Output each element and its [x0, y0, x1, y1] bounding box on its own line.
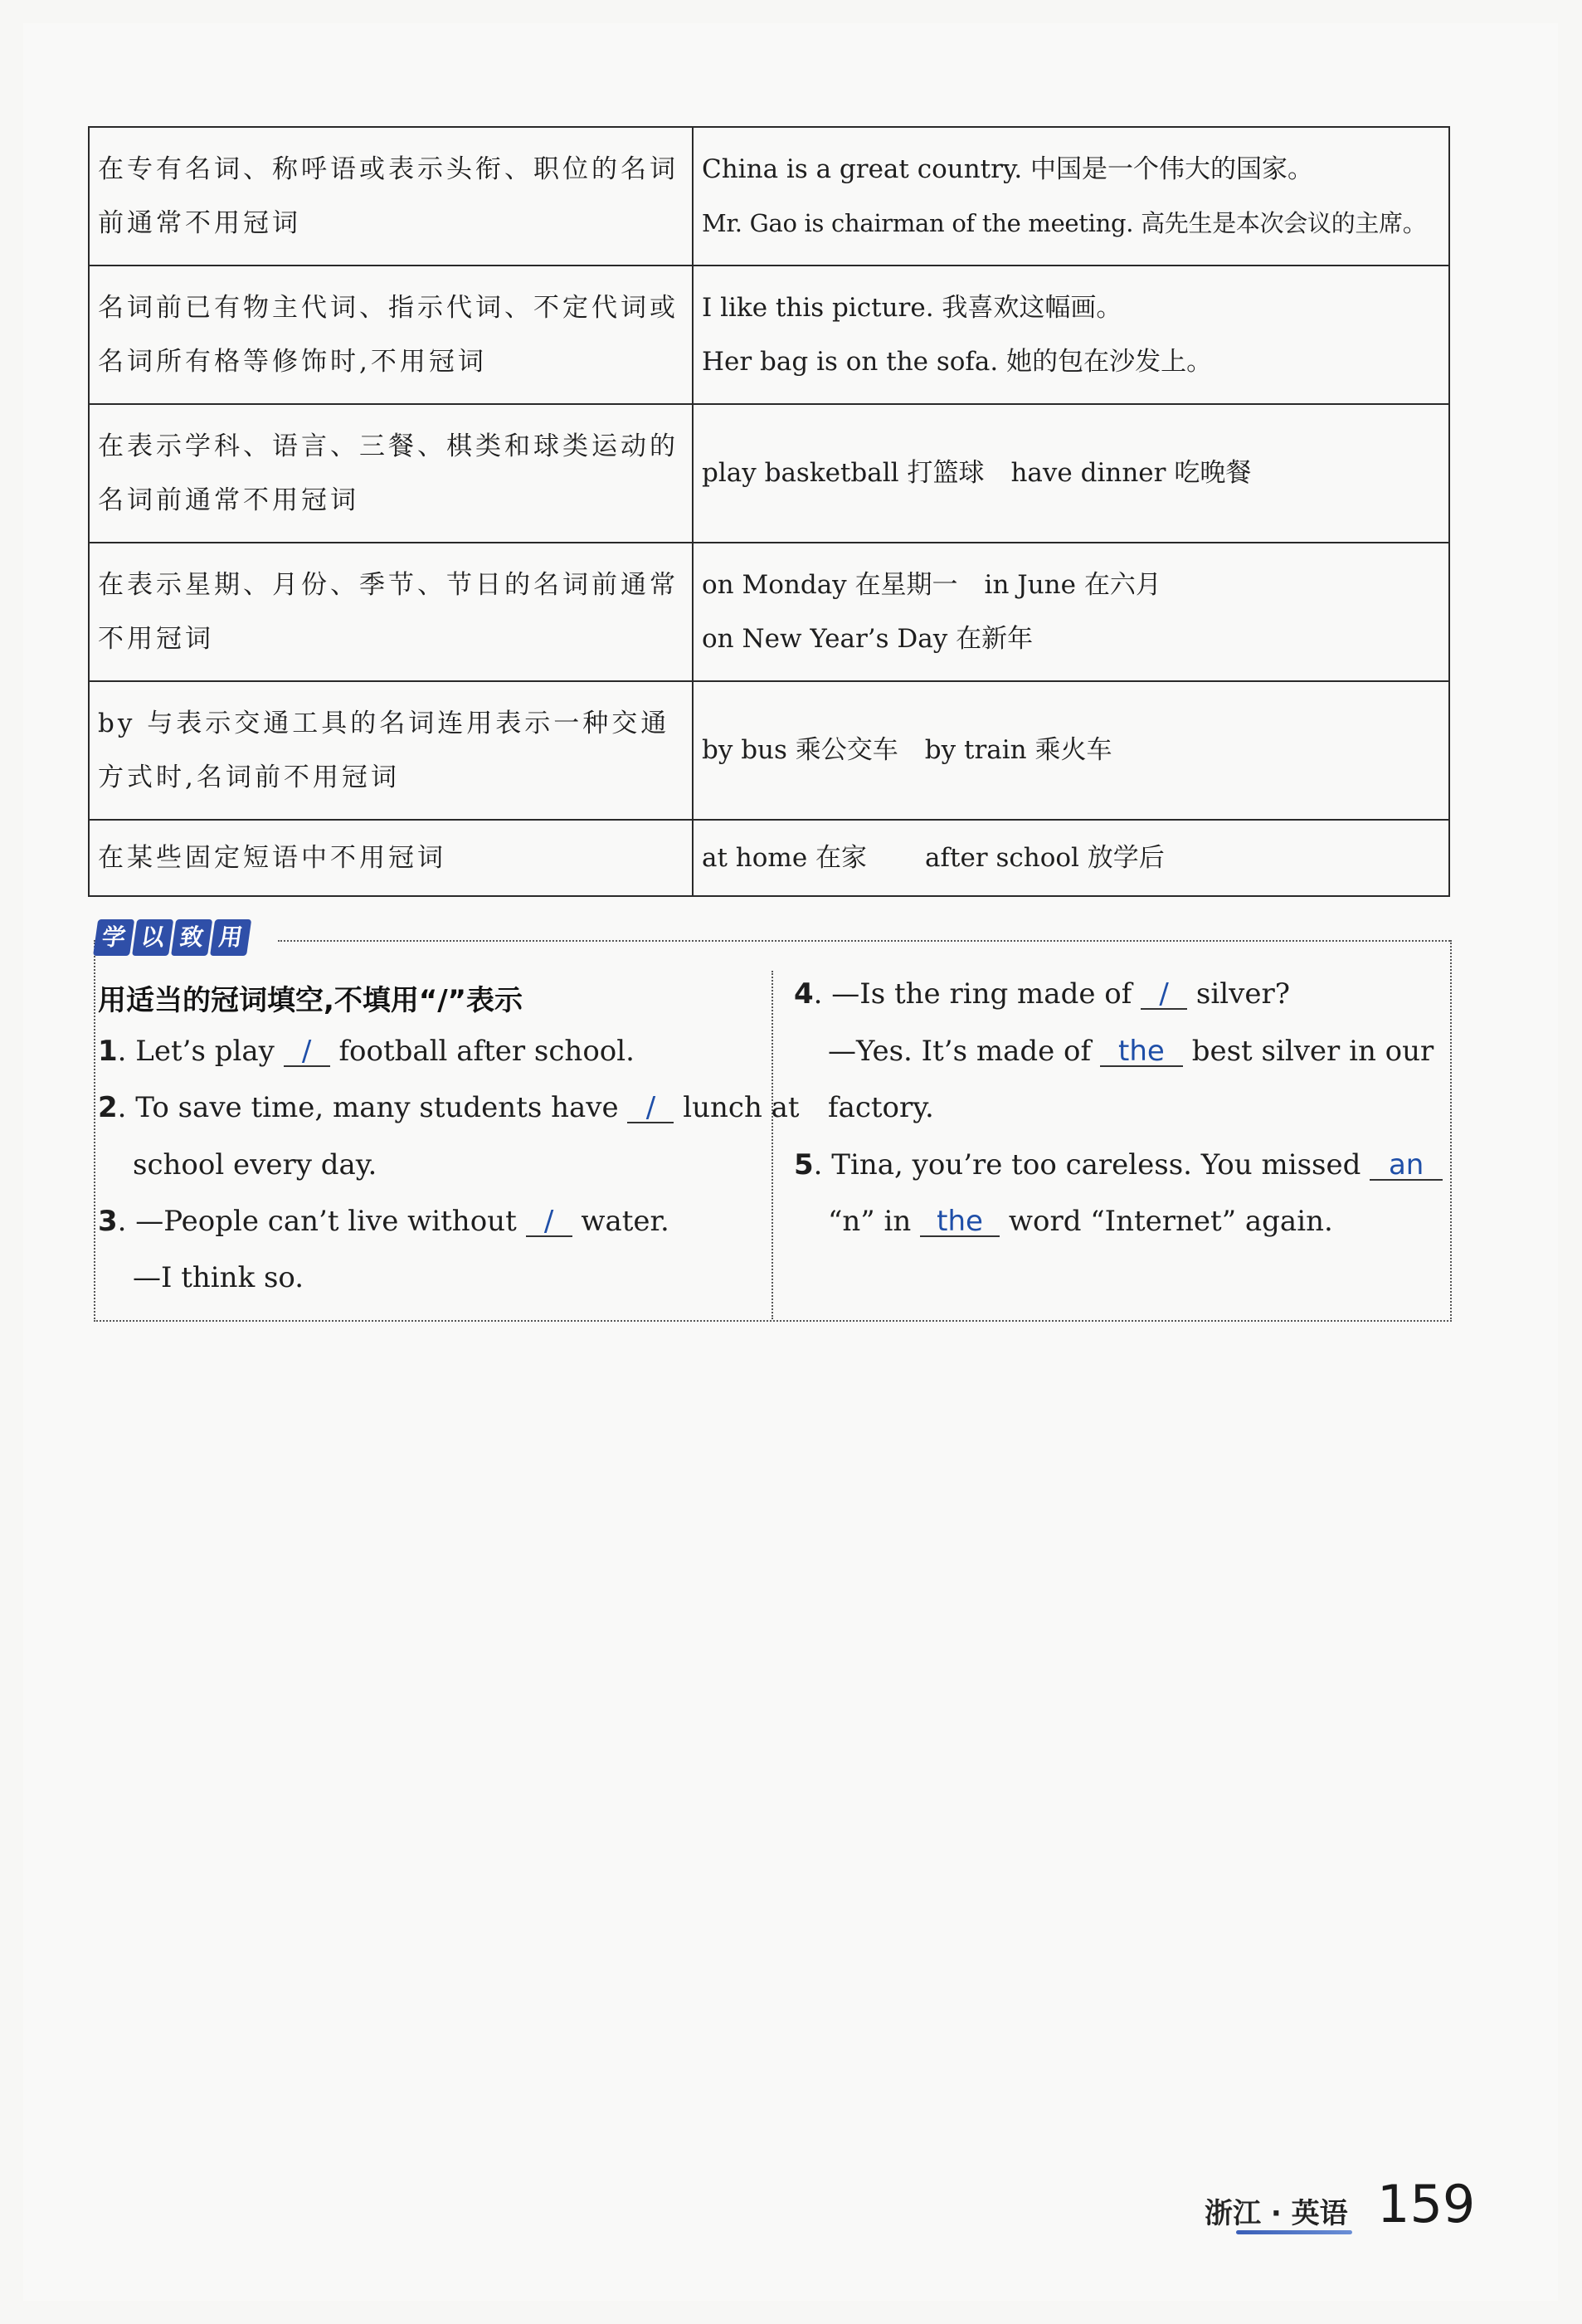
example-text: China is a great country. 中国是一个伟大的国家。	[702, 153, 1314, 184]
tag-char: 用	[210, 919, 251, 956]
example-text: Her bag is on the sofa. 她的包在沙发上。	[702, 346, 1213, 377]
example-text: on New Year’s Day 在新年	[702, 623, 1034, 654]
question-number: 2	[98, 1091, 118, 1124]
question-4-reply	[828, 1035, 1434, 1068]
question-text: “n” in	[828, 1205, 921, 1238]
tag-char: 学	[93, 919, 134, 956]
question-2-cont: school every day.	[133, 1148, 377, 1181]
answer-blank[interactable]: /	[627, 1094, 674, 1123]
tag-char: 致	[171, 919, 212, 956]
question-text: best silver in our	[1182, 1035, 1434, 1068]
example-cell	[693, 543, 1449, 681]
rule-text: 在表示星期、月份、季节、节日的名词前通常不用冠词	[98, 569, 679, 654]
question-5-cont	[828, 1205, 1333, 1238]
rule-cell	[89, 266, 693, 404]
example-text: Mr. Gao is chairman of the meeting. 高先生是本次会议的主席。	[702, 208, 1427, 237]
answer-blank[interactable]: an	[1370, 1151, 1443, 1181]
question-number: 5	[794, 1148, 814, 1181]
answer-blank[interactable]: /	[1141, 980, 1187, 1010]
example-text: I like this picture. 我喜欢这幅画。	[702, 292, 1122, 323]
question-text: lunch at	[674, 1091, 800, 1124]
example-text: after school 放学后	[925, 842, 1165, 873]
example-cell	[693, 266, 1449, 404]
practice-top-border	[278, 940, 1450, 942]
example-text: on Monday 在星期一	[702, 569, 958, 600]
table-row	[89, 820, 1449, 896]
question-text: word “Internet” again.	[1000, 1205, 1333, 1238]
page-number: 159	[1377, 2174, 1476, 2234]
question-3	[98, 1205, 669, 1238]
example-text: play basketball 打篮球	[702, 458, 985, 488]
question-text: football after school.	[329, 1035, 635, 1068]
example-text: by bus 乘公交车	[702, 735, 898, 765]
table-row	[89, 404, 1449, 543]
rule-cell	[89, 404, 693, 543]
footer-underline	[1236, 2230, 1352, 2234]
example-cell	[693, 820, 1449, 896]
column-divider	[772, 971, 773, 1319]
question-1	[98, 1035, 635, 1068]
rule-cell	[89, 681, 693, 820]
rule-text: by 与表示交通工具的名词连用表示一种交通方式时,名词前不用冠词	[98, 708, 670, 792]
question-text: silver?	[1187, 977, 1290, 1011]
footer-subject-label: 浙江 · 英语	[1205, 2197, 1348, 2230]
tag-char: 以	[132, 919, 173, 956]
example-text: have dinner 吃晚餐	[1010, 458, 1252, 488]
answer-blank[interactable]: /	[526, 1207, 572, 1237]
rule-text: 名词前已有物主代词、指示代词、不定代词或名词所有格等修饰时,不用冠词	[98, 292, 679, 377]
question-number: 4	[794, 977, 814, 1011]
table-row	[89, 543, 1449, 681]
example-cell	[693, 404, 1449, 543]
question-3-reply: —I think so.	[133, 1261, 304, 1294]
example-cell	[693, 681, 1449, 820]
question-text: . Tina, you’re too careless. You missed	[813, 1148, 1370, 1181]
exercise-instruction: 用适当的冠词填空,不填用“/”表示	[98, 984, 523, 1017]
question-text: . To save time, many students have	[117, 1091, 628, 1124]
answer-blank[interactable]: the	[920, 1207, 1000, 1237]
table-row	[89, 681, 1449, 820]
practice-section-tag	[93, 919, 251, 957]
rule-text: 在表示学科、语言、三餐、棋类和球类运动的名词前通常不用冠词	[98, 431, 679, 515]
rule-cell	[89, 127, 693, 266]
example-cell	[693, 127, 1449, 266]
rule-cell	[89, 543, 693, 681]
answer-blank[interactable]: /	[284, 1037, 330, 1067]
example-text: at home 在家	[702, 842, 868, 873]
question-text: . —Is the ring made of	[813, 977, 1141, 1011]
question-2	[98, 1091, 800, 1124]
example-text: by train 乘火车	[924, 735, 1112, 765]
table-row	[89, 127, 1449, 266]
question-5	[794, 1148, 1443, 1181]
question-text: —Yes. It’s made of	[828, 1035, 1100, 1068]
example-text: in June 在六月	[984, 569, 1161, 600]
answer-blank[interactable]: the	[1100, 1037, 1183, 1067]
question-text: . Let’s play	[117, 1035, 284, 1068]
question-4-cont: factory.	[828, 1091, 934, 1124]
question-number: 3	[98, 1205, 118, 1238]
table-row	[89, 266, 1449, 404]
question-text: water.	[572, 1205, 669, 1238]
rule-text: 在专有名词、称呼语或表示头衔、职位的名词前通常不用冠词	[98, 153, 679, 238]
article-rules-table	[88, 126, 1450, 897]
question-number: 1	[98, 1035, 118, 1068]
question-text: . —People can’t live without	[117, 1205, 526, 1238]
rule-cell	[89, 820, 693, 896]
question-4	[794, 977, 1290, 1011]
rule-text: 在某些固定短语中不用冠词	[98, 842, 446, 873]
